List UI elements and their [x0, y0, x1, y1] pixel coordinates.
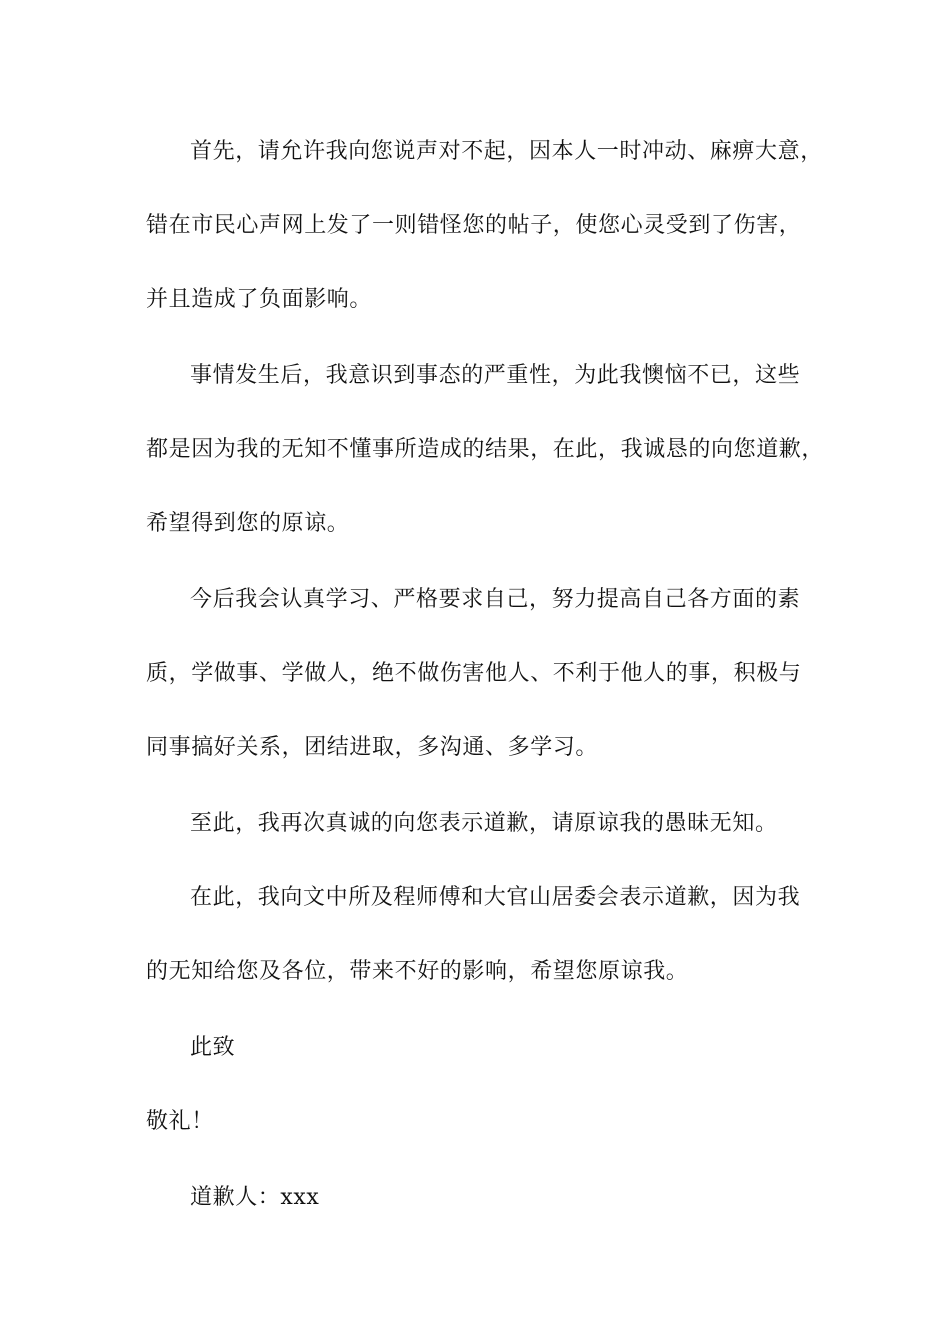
paragraph-4-line-1: 至此，我再次真诚的向您表示道歉，请原谅我的愚昧无知。	[190, 811, 778, 836]
paragraph-2-line-1: 事情发生后，我意识到事态的严重性，为此我懊恼不已，这些	[190, 363, 801, 388]
paragraph-2-line-2: 都是因为我的无知不懂事所造成的结果，在此，我诚恳的向您道歉，	[146, 437, 825, 462]
paragraph-3-line-1: 今后我会认真学习、严格要求自己，努力提高自己各方面的素	[190, 587, 801, 612]
closing-text: 此致	[190, 1035, 236, 1060]
paragraph-2-line-3: 希望得到您的原谅。	[146, 511, 350, 536]
paragraph-3-line-2: 质，学做事、学做人，绝不做伤害他人、不利于他人的事，积极与	[146, 661, 802, 686]
paragraph-1-line-1: 首先，请允许我向您说声对不起，因本人一时冲动、麻痹大意，	[190, 139, 823, 164]
paragraph-1-line-2: 错在市民心声网上发了一则错怪您的帖子，使您心灵受到了伤害，	[146, 213, 802, 238]
signature-text: 道歉人：xxx	[190, 1185, 320, 1210]
salute-text: 敬礼！	[146, 1109, 214, 1134]
paragraph-5-line-2: 的无知给您及各位，带来不好的影响，希望您原谅我。	[146, 959, 689, 984]
paragraph-5-line-1: 在此，我向文中所及程师傅和大官山居委会表示道歉，因为我	[190, 885, 801, 910]
paragraph-3-line-3: 同事搞好关系，团结进取，多沟通、多学习。	[146, 735, 599, 760]
paragraph-1-line-3: 并且造成了负面影响。	[146, 287, 373, 312]
